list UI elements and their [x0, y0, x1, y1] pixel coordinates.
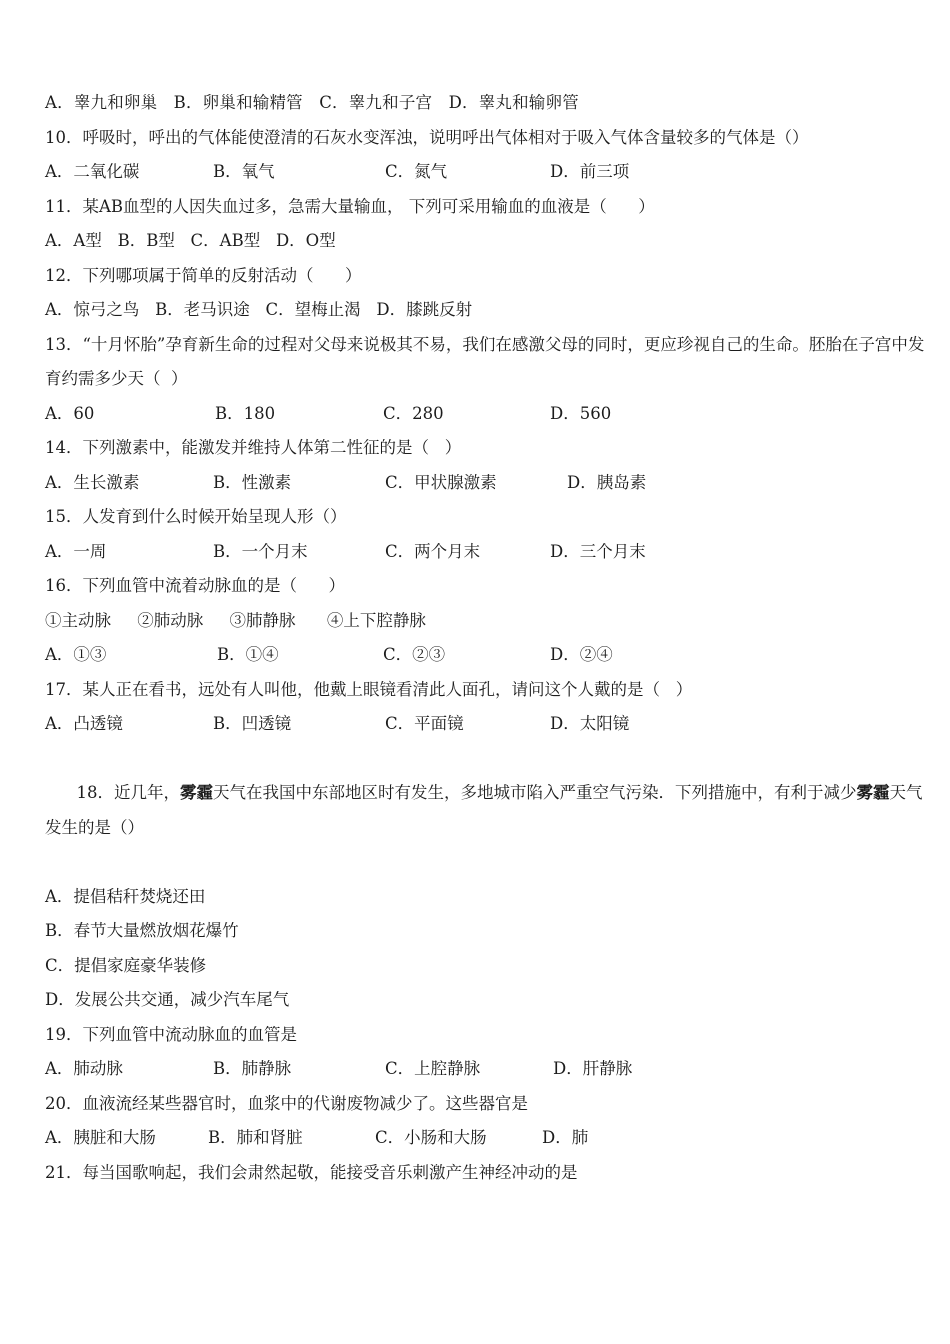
question-12-stem: 12．下列哪项属于简单的反射活动（ ） [45, 265, 362, 285]
question-21-stem: 21．每当国歌响起，我们会肃然起敬，能接受音乐刺激产生神经冲动的是 [45, 1162, 578, 1182]
question-18-option-c[interactable]: C．提倡家庭豪华装修 [45, 955, 207, 975]
question-20-stem: 20．血液流经某些器官时，血浆中的代谢废物减少了。这些器官是 [45, 1093, 528, 1113]
question-20-option-d[interactable]: D．肺 [542, 1128, 589, 1147]
question-17-option-b[interactable]: B．凹透镜 [213, 714, 292, 733]
question-16-options [45, 638, 925, 673]
question-19-option-b[interactable]: B．肺静脉 [213, 1059, 292, 1078]
question-18-stem-part-3: 天气发生的是（） [45, 783, 923, 837]
question-12-options[interactable]: A．惊弓之鸟 B．老马识途 C．望梅止渴 D．膝跳反射 [45, 300, 473, 319]
question-16-option-a[interactable]: A．①③ [45, 645, 107, 664]
question-11-stem: 11．某AB血型的人因失血过多，急需大量输血， 下列可采用输血的血液是（ ） [45, 196, 655, 216]
question-19-option-c[interactable]: C．上腔静脉 [385, 1059, 481, 1078]
question-20-option-a[interactable]: A．胰脏和大肠 [45, 1128, 156, 1147]
question-19-options [45, 1052, 925, 1087]
question-14-option-d[interactable]: D．胰岛素 [567, 472, 647, 492]
question-14-stem: 14．下列激素中，能激发并维持人体第二性征的是（ ） [45, 438, 462, 457]
question-9-options-line: A．睾九和卵巢 B．卵巢和输精管 C．睾九和子宫 D．睾丸和输卵管 [45, 93, 579, 112]
question-17-option-a[interactable]: A．凸透镜 [45, 714, 123, 733]
question-15-options [45, 535, 925, 570]
question-20-option-b[interactable]: B．肺和肾脏 [208, 1128, 303, 1147]
question-10-option-a[interactable]: A．二氧化碳 [45, 162, 140, 181]
question-19-option-d[interactable]: D．肝静脉 [553, 1059, 633, 1078]
exam-content [45, 86, 925, 1190]
question-18-option-d[interactable]: D．发展公共交通，减少汽车尾气 [45, 990, 290, 1009]
question-15-option-a[interactable]: A．一周 [45, 541, 107, 561]
question-14-option-c[interactable]: C．甲状腺激素 [385, 472, 497, 492]
question-13-options [45, 397, 925, 432]
question-10-stem: 10．呼吸时，呼出的气体能使澄清的石灰水变浑浊，说明呼出气体相对于吸入气体含量较多的气体是（） [45, 127, 809, 147]
question-16-sub-items: ①主动脉 ②肺动脉 ③肺静脉 ④上下腔静脉 [45, 610, 426, 630]
question-13-option-a[interactable]: A．60 [45, 403, 95, 423]
question-16-option-b[interactable]: B．①④ [217, 645, 279, 664]
question-13-option-b[interactable]: B．180 [215, 403, 276, 423]
question-15-option-d[interactable]: D．三个月末 [550, 541, 646, 561]
question-17-options [45, 707, 925, 742]
question-18-stem-emphasis-1: 雾霾 [179, 783, 213, 802]
question-17-option-d[interactable]: D．太阳镜 [550, 714, 630, 733]
question-10-option-b[interactable]: B．氧气 [213, 162, 275, 181]
question-18-stem [45, 742, 925, 880]
question-18-stem-part-2: 天气在我国中东部地区时有发生，多地城市陷入严重空气污染．下列措施中，有利于减少 [212, 783, 857, 802]
question-16-stem: 16．下列血管中流着动脉血的是（ ） [45, 576, 345, 595]
question-20-options [45, 1121, 925, 1156]
question-10-option-d[interactable]: D．前三项 [550, 162, 630, 181]
question-14-option-a[interactable]: A．生长激素 [45, 472, 140, 492]
question-13-option-d[interactable]: D．560 [550, 403, 612, 423]
question-16-option-d[interactable]: D．②④ [550, 645, 613, 664]
question-20-option-c[interactable]: C．小肠和大肠 [375, 1128, 487, 1147]
question-18-option-a[interactable]: A．提倡秸秆焚烧还田 [45, 886, 206, 906]
question-18-option-b[interactable]: B．春节大量燃放烟花爆竹 [45, 921, 239, 940]
question-15-option-b[interactable]: B．一个月末 [213, 541, 308, 561]
question-14-options [45, 466, 925, 501]
question-18-stem-emphasis-2: 雾霾 [856, 783, 890, 802]
question-15-stem: 15．人发育到什么时候开始呈现人形（） [45, 507, 347, 526]
question-15-option-c[interactable]: C．两个月末 [385, 541, 481, 561]
question-11-options[interactable]: A．A型 B．B型 C．AB型 D．O型 [45, 231, 336, 250]
question-10-options [45, 155, 925, 190]
question-13-stem: 13．“十月怀胎”孕育新生命的过程对父母来说极其不易，我们在感激父母的同时，更应珍视自己的生命。胚胎在子宫中发育约需多少天（ ） [45, 334, 925, 388]
question-19-option-a[interactable]: A．肺动脉 [45, 1059, 123, 1078]
question-19-stem: 19．下列血管中流动脉血的血管是 [45, 1024, 297, 1044]
question-17-option-c[interactable]: C．平面镜 [385, 714, 464, 733]
question-17-stem: 17．某人正在看书，远处有人叫他，他戴上眼镜看清此人面孔，请问这个人戴的是（ ） [45, 679, 693, 699]
question-18-stem-part-1: 18．近几年， [76, 783, 180, 802]
question-16-option-c[interactable]: C．②③ [383, 645, 446, 664]
question-13-option-c[interactable]: C．280 [383, 403, 444, 423]
question-14-option-b[interactable]: B．性激素 [213, 472, 292, 492]
question-10-option-c[interactable]: C．氮气 [385, 162, 448, 181]
